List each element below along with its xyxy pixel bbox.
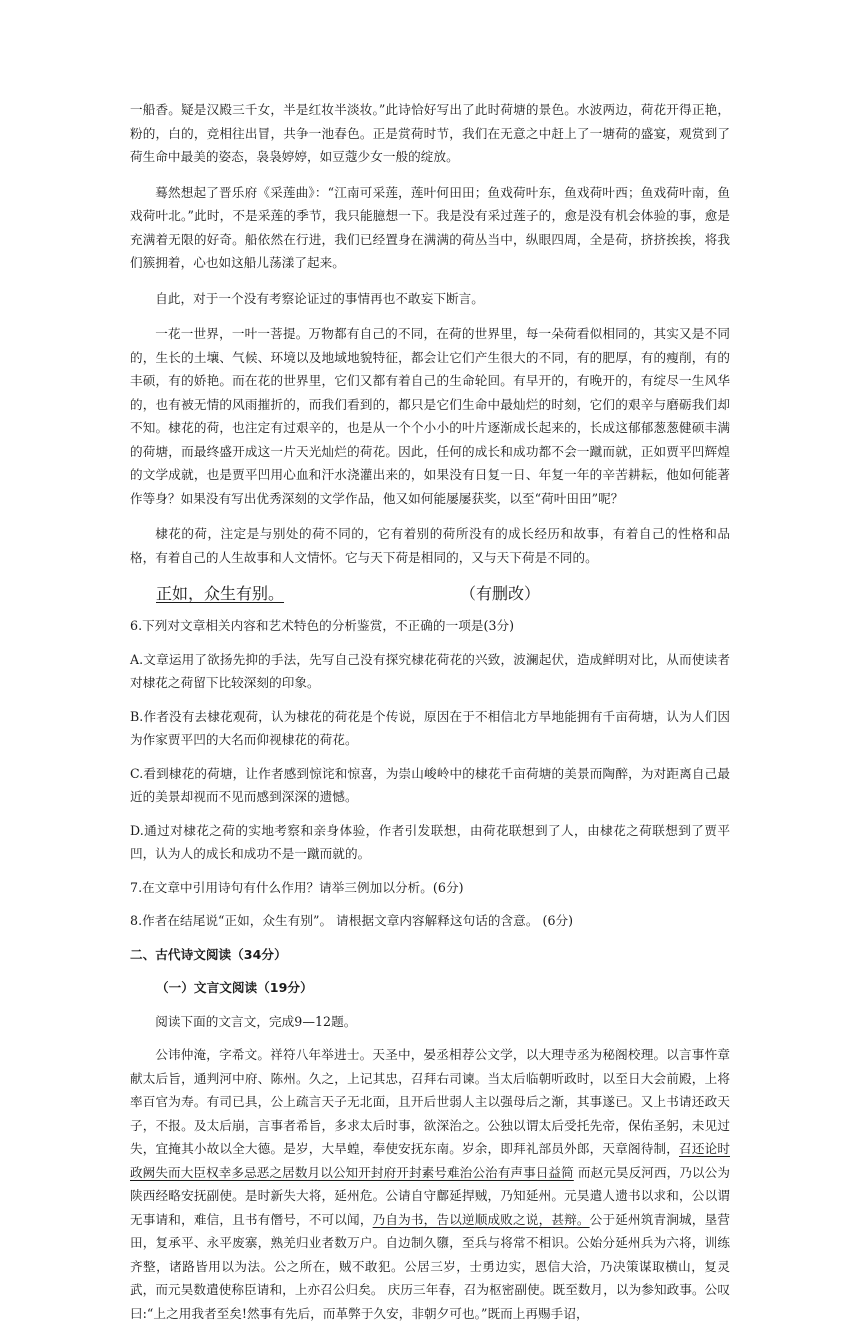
ending-sentence: 正如，众生有别。 [156, 584, 285, 603]
question-6-option-a: A.文章运用了欲扬先抑的手法，先写自己没有探究棣花荷花的兴致，波澜起伏，造成鲜明对比，从而使读者对棣花之荷留下比较深刻的印象。 [130, 651, 730, 690]
classical-passage [130, 1043, 730, 1325]
ending-line [130, 581, 730, 604]
subsection-title: （一）文言文阅读（19分） [156, 980, 313, 995]
instruction-text: 阅读下面的文言文，完成9—12题。 [155, 1013, 357, 1029]
question-6-option-b: B.作者没有去棣花观荷，认为棣花的荷花是个传说，原因在于不相信北方旱地能拥有千亩荷塘，认为人们因为作家贾平凹的大名而仰视棣花的荷花。 [130, 708, 730, 747]
paragraph-1: 一船香。疑是汉殿三千女，半是红妆半淡妆。”此诗恰好写出了此时荷塘的景色。水波两边，荷花开得正艳，粉的，白的，竞相往出冒，共争一池春色。正是赏荷时节，我们在无意之中赶上了一塘荷的盛宴，观赏到了荷生命中最美的姿态，袅袅婷婷，如豆蔻少女一般的绽放。 [130, 102, 730, 164]
question-6-option-d: D.通过对棣花之荷的实地考察和亲身体验，作者引发联想，由荷花联想到了人，由棣花之荷联想到了贾平凹，认为人的成长和成功不是一蹴而就的。 [130, 822, 730, 861]
question-8: 8.作者在结尾说“正如，众生有别”。 请根据文章内容解释这句话的含意。 (6分) [130, 913, 574, 928]
section-title: 二、古代诗文阅读（34分） [130, 946, 287, 962]
paragraph-3: 自此，对于一个没有考察论证过的事情再也不敢妄下断言。 [155, 290, 484, 306]
passage-underlined-b: 召还论时政阙失而大臣权幸多忌恶之居数月以公知开封府开封素号难治公治有声事日益简 [130, 1141, 730, 1180]
question-7: 7.在文章中引用诗句有什么作用？请举三例加以分析。(6分) [130, 879, 464, 895]
paragraph-2: 蓦然想起了晋乐府《采莲曲》：“江南可采莲，莲叶何田田；鱼戏荷叶东，鱼戏荷叶西；鱼戏荷叶南，鱼戏荷叶北。”此时，不是采莲的季节，我只能臆想一下。我是没有采过莲子的，愈是没有机会体验的事，愈是充满着无限的好奇。船依然在行进，我们已经置身在满满的荷丛当中，纵眼四周，全是荷，挤挤挨挨，将我们簇拥着，心也如这船儿荡漾了起来。 [130, 184, 730, 270]
question-6: 6.下列对文章相关内容和艺术特色的分析鉴赏，不正确的一项是(3分) [130, 618, 515, 633]
paragraph-5: 棣花的荷，注定是与别处的荷不同的，它有着别的荷所没有的成长经历和故事，有着自己的性格和品格，有着自己的人生故事和人文情怀。它与天下荷是相同的，又与天下荷是不同的。 [130, 526, 730, 565]
paragraph-4: 一花一世界，一叶一菩提。万物都有自己的不同，在荷的世界里，每一朵荷看似相同的，其实又是不同的，生长的土壤、气候、环境以及地域地貌特征，都会让它们产生很大的不同，有的肥厚，有的瘦削，有的丰硕，有的娇艳。而在花的世界里，它们又都有着自己的生命轮回。有早开的，有晚开的，有绽尽一生风华的，也有被无情的风雨摧折的，而我们看到的，都只是它们生命中最灿烂的时刻，它们的艰辛与磨砺我们却不知。棣花的荷，也注定有过艰辛的，也是从一个个小小的叶片逐渐成长起来的，长成这郁郁葱葱健硕丰满的荷塘，而最终盛开成这一片天光灿烂的荷花。因此，任何的成长和成功都不会一蹴而就，正如贾平凹辉煌的文学成就，也是贾平凹用心血和汗水浇灌出来的，如果没有日复一日、年复一年的辛苦耕耘，他如何能著作等身？如果没有写出优秀深刻的文学作品，他又如何能屡屡获奖，以至“荷叶田田”呢？ [130, 326, 730, 506]
document-page [130, 98, 730, 1325]
revision-note: （有删改） [460, 584, 541, 603]
passage-text-a: 公讳仲淹，字希文。祥符八年举进士。天圣中，晏丞相荐公文学，以大理寺丞为秘阁校理。以言事忤章献太后旨，通判河中府、陈州。久之，上记其忠，召拜右司谏。当太后临朝听政时，以至日大会前殿，上将率百官为寿。有司已具，公上疏言天子无北面，且开后世弱人主以强母后之渐，其事遂已。又上书请还政天子，不报。及太后崩，言事者希旨，多求太后时事，欲深治之。公独以谓太后受托先帝，保佑圣躬，未见过失，宜掩其小故以全大德。是岁，大旱蝗，奉使安抚东南。岁余，即拜礼部员外郎，天章阁待制， [130, 1047, 730, 1156]
passage-underlined-d: 乃自为书，告以逆顺成败之说，甚辩。 [372, 1211, 590, 1227]
passage-text-e: 公于延州筑青涧城，垦营田，复承平、永平废寨，熟羌归业者数万户。自边制久隳，至兵与将常不相识。公始分延州兵为六将，训练齐整，诸路皆用以为法。公之所在，贼不敢犯。公居三岁，士勇边实，恩信大洽，乃决策谋取横山，复灵武，而元昊数遣使称臣请和，上亦召公归矣。 庆历三年春，召为枢密副使。既至数月，以为参知政事。公叹曰:“上之用我者至矣!然事有先后，而革弊于久安，非朝夕可也。”既而上再赐手诏， [130, 1211, 730, 1321]
question-6-option-c: C.看到棣花的荷塘，让作者感到惊诧和惊喜，为崇山峻岭中的棣花千亩荷塘的美景而陶醉，为对距离自己最近的美景却视而不见而感到深深的遗憾。 [130, 765, 730, 804]
passage-text-c: 而赵元昊反河西，乃以公为陕西经略安抚副使。是时新失大将，延州危。公请自守鄜延捍贼，乃知延州。元昊遣人遗书以求和，公以谓无事请和，难信，且书有僭号，不可以闻， [130, 1164, 731, 1227]
